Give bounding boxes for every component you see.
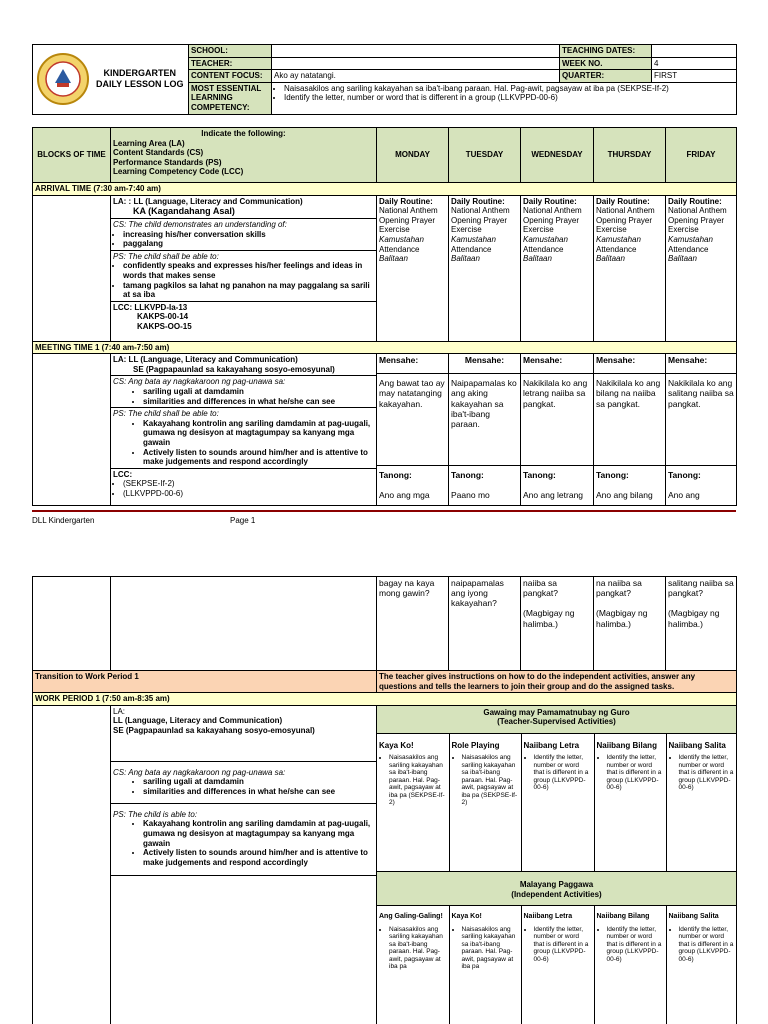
arrival-lcc-line: LCC: LLKVPD-Ia-13	[113, 302, 188, 312]
arrival-lcc-line: KAKPS-OO-15	[137, 321, 192, 331]
activity-title: Kaya Ko!	[451, 913, 482, 921]
arrival-lcc-line: KAKPS-00-14	[137, 312, 189, 322]
routine-balitaan: Balitaan	[596, 254, 625, 264]
ind-activity-naiibang-salita	[666, 906, 737, 1024]
arrival-time-label: ARRIVAL TIME (7:30 am-7:40 am)	[33, 183, 737, 196]
week-label: WEEK NO.	[560, 57, 652, 70]
indicate-cs: Content Standards (CS)	[113, 148, 204, 158]
dll-title-kindergarten: KINDERGARTEN	[103, 68, 177, 79]
arrival-ps-item: • tamang pagkilos sa lahat ng panahon na may paggalang sa sarili at sa iba	[123, 281, 374, 300]
activity-desc: • Identify the letter, number or word that is different in a group (LLKVPPD-00-6)	[679, 754, 736, 791]
meeting-la-line1: LA: LL (Language, Literacy and Communication)	[113, 355, 298, 365]
mensahe-label: Mensahe:	[594, 354, 665, 374]
routine-kamustahan: Kamustahan	[668, 234, 713, 244]
ind-activity-naiibang-letra	[521, 906, 594, 1024]
arrival-ps-item: • confidently speaks and expresses his/her feelings and ideas in words that makes sense	[123, 261, 374, 280]
routine-kamustahan: Kamustahan	[596, 234, 641, 244]
activity-desc: • Naisasakilos ang sariling kakayahan sa iba't-ibang paraan. Hal. Pag-awit, pagsayaw at iba pa	[389, 926, 447, 971]
meeting-cs-item: • similarities and differences in what he/she can see	[143, 397, 374, 407]
arrival-cs-item: • increasing his/her conversation skills	[123, 230, 374, 240]
footer-rule	[32, 510, 736, 512]
tanong-label: Tanong:	[596, 470, 629, 481]
question-cont-wednesday	[521, 577, 594, 671]
activity-desc: • Naisasakilos ang sariling kakayahan sa iba't-ibang paraan. Hal. Pag-awit, pagsayaw at iba pa	[462, 926, 519, 971]
routine-tuesday	[449, 195, 521, 341]
routine-balitaan: Balitaan	[451, 254, 480, 264]
routine-balitaan: Balitaan	[379, 254, 408, 264]
arrival-indicators	[111, 195, 377, 341]
activity-title: Naiibang Letra	[523, 913, 573, 921]
gawain-title: Gawaing may Pamamatnubay ng Guro	[483, 707, 630, 717]
routine-attendance: Attendance	[451, 244, 492, 254]
mel-item: • Identify the letter, number or word that is different in a group (LLKVPPD-00-6)	[284, 93, 734, 103]
mensahe-text: Nakikilala ko ang letrang naiiba sa pangkat.	[521, 374, 593, 466]
tanong-label: Tanong:	[379, 470, 412, 481]
activity-desc: • Identify the letter, number or word that is different in a group (LLKVPPD-00-6)	[679, 926, 736, 963]
activity-title: Naiibang Bilang	[596, 740, 657, 750]
mensahe-text: Ang bawat tao ay may natatanging kakayahan.	[377, 374, 448, 466]
work-activities	[377, 705, 737, 1024]
work-la-line1: LL (Language, Literacy and Communication)	[113, 716, 283, 726]
routine-wednesday	[521, 195, 594, 341]
question-text: salitang naiiba sa pangkat?	[668, 578, 734, 599]
question-text: naiiba sa pangkat?	[523, 578, 558, 599]
routine-title: Daily Routine:	[596, 196, 650, 206]
dll-title-daily-lesson-log: DAILY LESSON LOG	[96, 79, 184, 90]
quarter-value: FIRST	[652, 70, 737, 83]
routine-line: Opening Prayer	[379, 215, 436, 225]
routine-monday	[377, 195, 449, 341]
school-label: SCHOOL:	[189, 45, 272, 58]
work-time-cell	[33, 705, 111, 1024]
deped-header-cell	[33, 45, 189, 115]
arrival-la-line1: LA: : LL (Language, Literacy and Communication)	[113, 196, 303, 206]
ts-activity-kaya-ko	[377, 734, 449, 872]
work-la-line2: SE (Pagpapaunlad sa kakayahang sosyo-emosyunal)	[113, 725, 315, 735]
dll-header	[32, 44, 736, 115]
activity-desc: • Identify the letter, number or word that is different in a group (LLKVPPD-00-6)	[607, 754, 664, 791]
routine-attendance: Attendance	[523, 244, 564, 254]
deped-seal-logo	[33, 51, 93, 107]
tanong-label: Tanong:	[668, 470, 701, 481]
question-cont-tuesday: naipapamalas ang iyong kakayahan?	[449, 577, 521, 671]
routine-kamustahan: Kamustahan	[451, 234, 496, 244]
work-la-head: LA:	[113, 706, 126, 716]
transition-text: The teacher gives instructions on how to do the independent activities, answer any questions and tells the learners to join their group and do the assigned tasks.	[377, 671, 737, 693]
mensahe-label: Mensahe:	[377, 354, 448, 374]
gawain-subtitle: (Teacher-Supervised Activities)	[497, 717, 616, 727]
routine-line: Opening Prayer	[451, 215, 508, 225]
work-cs-head: CS: Ang bata ay nagkakaroon ng pag-unawa sa:	[113, 767, 286, 777]
week-value: 4	[652, 57, 737, 70]
teaching-dates-value	[652, 45, 737, 58]
footer-page-number: Page 1	[230, 516, 256, 525]
page2-table	[32, 576, 736, 1024]
meeting-ps-item: • Kakayahang kontrolin ang sariling damdamin at pag-uugali, gumawa ng desisyon at magtagumpay sa kanyang mga gawain	[143, 419, 374, 448]
routine-title: Daily Routine:	[451, 196, 505, 206]
teacher-value	[272, 57, 560, 70]
ts-activity-naiibang-bilang	[594, 734, 666, 872]
mensahe-label: Mensahe:	[666, 354, 736, 374]
tanong-text: Ano ang letrang	[523, 490, 584, 501]
meeting-lcc-item: • (SEKPSE-If-2)	[123, 479, 374, 489]
footer-left-text: DLL Kindergarten	[32, 516, 95, 525]
activity-title: Naiibang Bilang	[596, 913, 650, 921]
content-focus-value: Ako ay natatangi.	[272, 70, 560, 83]
mensahe-text: Naipapamalas ko ang aking kakayahan sa iba't-ibang paraan.	[449, 374, 520, 466]
ts-activity-naiibang-letra	[521, 734, 594, 872]
teacher-label: TEACHER:	[189, 57, 272, 70]
work-ps-block	[111, 804, 376, 876]
routine-line: National Anthem	[596, 206, 655, 216]
tanong-text: Paano mo	[451, 490, 490, 501]
tanong-label: Tanong:	[451, 470, 484, 481]
question-cont-monday: bagay na kaya mong gawin?	[377, 577, 449, 671]
routine-line: Exercise	[596, 225, 627, 235]
magbigay-note: (Magbigay ng halimba.)	[596, 608, 648, 629]
routine-title: Daily Routine:	[379, 196, 433, 206]
indicate-la: Learning Area (LA)	[113, 138, 185, 148]
blocks-of-time-header: BLOCKS OF TIME	[33, 128, 111, 183]
activity-title: Naiibang Salita	[668, 913, 719, 921]
meeting-cont-time-cell	[33, 577, 111, 671]
magbigay-note: (Magbigay ng halimba.)	[668, 608, 720, 629]
routine-line: Opening Prayer	[596, 215, 653, 225]
meeting-cs-head: CS: Ang bata ay nagkakaroon ng pag-unawa sa:	[113, 377, 286, 387]
routine-line: National Anthem	[379, 206, 438, 216]
meeting-cs-item: • sariling ugali at damdamin	[143, 387, 374, 397]
routine-line: National Anthem	[451, 206, 510, 216]
tanong-text: Ano ang mga	[379, 490, 430, 501]
routine-title: Daily Routine:	[668, 196, 722, 206]
activity-title: Kaya Ko!	[379, 740, 414, 750]
teacher-supervised-header	[377, 706, 736, 734]
mel-label: MOST ESSENTIAL LEARNING COMPETENCY:	[189, 82, 272, 114]
question-text: na naiiba sa pangkat?	[596, 578, 642, 599]
mensahe-label: Mensahe:	[449, 354, 520, 374]
activity-desc: • Identify the letter, number or word that is different in a group (LLKVPPD-00-6)	[607, 926, 664, 963]
routine-attendance: Attendance	[379, 244, 420, 254]
mensahe-text: Nakikilala ko ang bilang na naiiba sa pangkat.	[594, 374, 665, 466]
malaya-subtitle: (Independent Activities)	[511, 889, 602, 899]
arrival-cs-item: • paggalang	[123, 239, 374, 249]
question-cont-thursday	[594, 577, 666, 671]
content-focus-label: CONTENT FOCUS:	[189, 70, 272, 83]
tanong-text: Ano ang	[668, 490, 700, 501]
indicate-lcc: Learning Competency Code (LCC)	[113, 167, 244, 177]
mensahe-text: Nakikilala ko ang salitang naiiba sa pangkat.	[666, 374, 736, 466]
arrival-cs-head: CS: The child demonstrates an understanding of:	[113, 219, 287, 229]
meeting-ps-head: PS: The child shall be able to:	[113, 409, 219, 419]
meeting-lcc-head: LCC:	[113, 469, 133, 479]
activity-title: Role Playing	[451, 740, 500, 750]
work-cs-block	[111, 762, 376, 804]
routine-attendance: Attendance	[596, 244, 637, 254]
meeting-tuesday	[449, 354, 521, 506]
routine-friday	[666, 195, 737, 341]
activity-desc: • Naisasakilos ang sariling kakayahan sa iba't-ibang paraan. Hal. Pag-awit, pagsayaw at iba pa (SEKPSE-If-2)	[389, 754, 447, 806]
meeting-time-label: MEETING TIME 1 (7:40 am-7:50 am)	[33, 341, 737, 354]
independent-header	[377, 872, 736, 906]
routine-line: Exercise	[379, 225, 410, 235]
meeting-thursday	[594, 354, 666, 506]
routine-attendance: Attendance	[668, 244, 709, 254]
tanong-text: Ano ang bilang	[596, 490, 653, 501]
routine-line: Opening Prayer	[668, 215, 725, 225]
school-value	[272, 45, 560, 58]
meeting-monday	[377, 354, 449, 506]
meeting-ps-item: • Actively listen to sounds around him/her and is attentive to make judgements and respond accordingly	[143, 448, 374, 467]
transition-label: Transition to Work Period 1	[33, 671, 377, 693]
routine-thursday	[594, 195, 666, 341]
work-ps-head: PS: The child is able to:	[113, 809, 198, 819]
magbigay-note: (Magbigay ng halimba.)	[523, 608, 575, 629]
routine-line: National Anthem	[668, 206, 727, 216]
routine-line: National Anthem	[523, 206, 582, 216]
meeting-friday	[666, 354, 737, 506]
activity-title: Naiibang Letra	[523, 740, 580, 750]
ind-activity-naiibang-bilang	[594, 906, 666, 1024]
routine-balitaan: Balitaan	[668, 254, 697, 264]
day-wednesday-header: WEDNESDAY	[521, 128, 594, 183]
ind-activity-kaya-ko	[449, 906, 521, 1024]
work-cs-item: • sariling ugali at damdamin	[143, 777, 374, 787]
meeting-lcc-item: • (LLKVPPD-00-6)	[123, 489, 374, 499]
meeting-la-line2: SE (Pagpapaunlad sa kakayahang sosyo-emosyunal)	[133, 364, 335, 374]
ts-activity-naiibang-salita	[666, 734, 737, 872]
routine-kamustahan: Kamustahan	[379, 234, 424, 244]
tanong-label: Tanong:	[523, 470, 556, 481]
meeting-cont-indicators	[111, 577, 377, 671]
indicate-header	[111, 128, 377, 183]
ind-activity-ang-galing	[377, 906, 449, 1024]
mel-item: • Naisasakilos ang sariling kakayahan sa iba't-ibang paraan. Hal. Pag-awit, pagsayaw at iba pa (SEKPSE-If-2)	[284, 84, 734, 94]
work-cs-item: • similarities and differences in what he/she can see	[143, 787, 374, 797]
work-period-label: WORK PERIOD 1 (7:50 am-8:35 am)	[33, 693, 737, 706]
arrival-ps-head: PS: The child shall be able to:	[113, 251, 219, 261]
mel-value	[272, 82, 737, 114]
question-cont-friday	[666, 577, 737, 671]
teaching-dates-label: TEACHING DATES:	[560, 45, 652, 58]
malaya-title: Malayang Paggawa	[519, 880, 594, 890]
routine-kamustahan: Kamustahan	[523, 234, 568, 244]
work-la-block	[111, 706, 376, 762]
work-ps-item: • Kakayahang kontrolin ang sariling damdamin at pag-uugali, gumawa ng desisyon at magtagumpay sa kanyang mga gawain	[143, 819, 374, 848]
day-monday-header: MONDAY	[377, 128, 449, 183]
routine-title: Daily Routine:	[523, 196, 577, 206]
work-ps-item: • Actively listen to sounds around him/her and is attentive to make judgements and respond accordingly	[143, 848, 374, 867]
routine-line: Exercise	[451, 225, 482, 235]
arrival-time-cell	[33, 195, 111, 341]
page-footer	[32, 510, 736, 524]
work-indicators	[111, 705, 377, 1024]
meeting-indicators	[111, 354, 377, 506]
day-tuesday-header: TUESDAY	[449, 128, 521, 183]
activity-title: Ang Galing-Galing!	[379, 913, 443, 921]
day-friday-header: FRIDAY	[666, 128, 737, 183]
quarter-label: QUARTER:	[560, 70, 652, 83]
mensahe-label: Mensahe:	[521, 354, 593, 374]
arrival-la-line2: KA (Kagandahang Asal)	[133, 206, 235, 217]
routine-balitaan: Balitaan	[523, 254, 552, 264]
dll-main-table	[32, 127, 736, 506]
indicate-title: Indicate the following:	[201, 129, 286, 138]
routine-line: Exercise	[668, 225, 699, 235]
activity-title: Naiibang Salita	[668, 740, 726, 750]
activity-desc: • Naisasakilos ang sariling kakayahan sa iba't-ibang paraan. Hal. Pag-awit, pagsayaw at iba pa (SEKPSE-If-2)	[462, 754, 519, 806]
indicate-ps: Performance Standards (PS)	[113, 157, 222, 167]
routine-line: Opening Prayer	[523, 215, 580, 225]
day-thursday-header: THURSDAY	[594, 128, 666, 183]
meeting-wednesday	[521, 354, 594, 506]
routine-line: Exercise	[523, 225, 554, 235]
activity-desc: • Identify the letter, number or word that is different in a group (LLKVPPD-00-6)	[534, 754, 592, 791]
ts-activity-role-playing	[449, 734, 521, 872]
activity-desc: • Identify the letter, number or word that is different in a group (LLKVPPD-00-6)	[534, 926, 592, 963]
meeting-time-cell	[33, 354, 111, 506]
